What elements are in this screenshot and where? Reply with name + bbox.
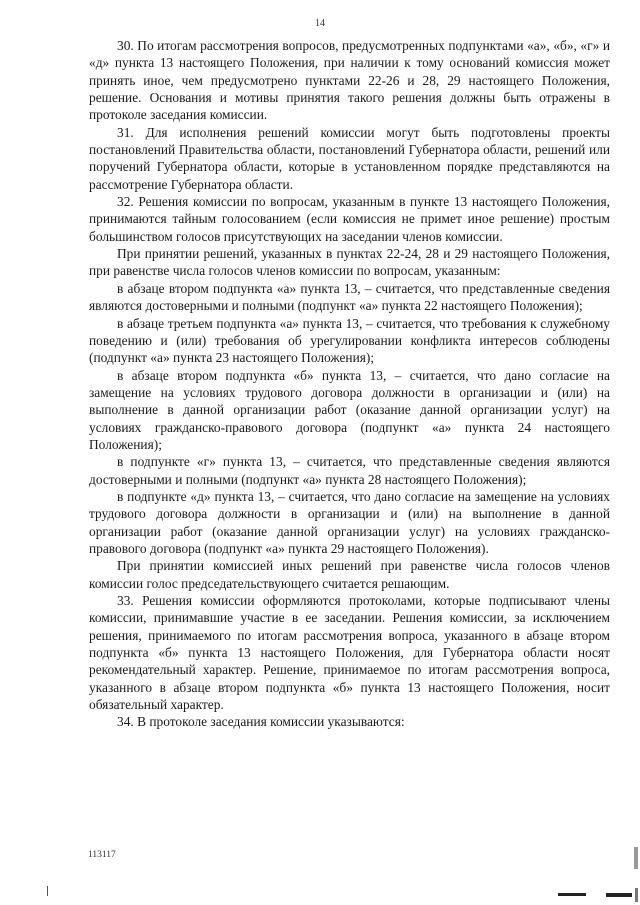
paragraph-31: 31. Для исполнения решений комиссии могут быть подготовлены проекты постановлений Правительства области, постановлений Губернатора области, решений или поручений Губернатора области, которые в установленном порядке представляются на рассмотрение Губернатора области. xyxy=(89,124,610,192)
paragraph-tie-13a-third: в абзаце третьем подпункта «а» пункта 13, – считается, что требования к служебному поведению и (или) требования об урегулировании конфликта интересов соблюдены (подпункт «а» пункта 23 настоящего Положения); xyxy=(89,315,610,366)
scan-edge-mark xyxy=(47,886,48,896)
document-body xyxy=(89,37,610,731)
page-number: 14 xyxy=(315,18,325,29)
scan-edge-mark xyxy=(634,847,638,869)
paragraph-tie-vote-intro: При принятии решений, указанных в пунктах 22-24, 28 и 29 настоящего Положения, при равенстве числа голосов членов комиссии по вопросам, указанным: xyxy=(89,246,610,279)
scan-edge-mark xyxy=(606,893,632,897)
paragraph-34: 34. В протоколе заседания комиссии указываются: xyxy=(117,714,405,730)
paragraph-30: 30. По итогам рассмотрения вопросов, предусмотренных подпунктами «а», «б», «г» и «д» пункта 13 настоящего Положения, при наличии к тому оснований комиссия может принять иное, чем предусмотрено пунктами 22-26 и 28, 29 настоящего Положения, решение. Основания и мотивы принятия такого решения должны быть отражены в протоколе заседания комиссии. xyxy=(89,38,610,123)
paragraph-33: 33. Решения комиссии оформляются протоколами, которые подписывают члены комиссии, принимавшие участие в ее заседании. Решения комиссии, за исключением решения, принимаемого по итогам рассмотрения вопроса, указанного в абзаце втором подпункта «б» пункта 13 настоящего Положения, для Губернатора области носят рекомендательный характер. Решение, принимаемое по итогам рассмотрения вопроса, указанного в абзаце втором подпункта «б» пункта 13 настоящего Положения, носит обязательный характер. xyxy=(89,593,610,713)
paragraph-32: 32. Решения комиссии по вопросам, указанным в пункте 13 настоящего Положения, принимаются тайным голосованием (если комиссия не примет иное решение) простым большинством голосов присутствующих на заседании членов комиссии. xyxy=(89,194,610,244)
scan-edge-mark xyxy=(558,893,586,896)
paragraph-tie-13g: в подпункте «г» пункта 13, – считается, что представленные сведения являются достоверными и полными (подпункт «а» пункта 28 настоящего Положения); xyxy=(89,454,610,487)
paragraph-tie-13a-second: в абзаце втором подпункта «а» пункта 13, – считается, что представленные сведения являются достоверными и полными (подпункт «а» пункта 22 настоящего Положения); xyxy=(89,280,610,314)
scan-edge-mark xyxy=(635,888,638,902)
paragraph-tie-13d: в подпункте «д» пункта 13, – считается, что дано согласие на замещение на условиях трудового договора должности в организации и (или) на выполнение в данной организации работ (оказание данной организации услуг) на условиях гражданско-правового договора (подпункт «а» пункта 29 настоящего Положения). xyxy=(89,488,610,556)
paragraph-tie-13b-second: в абзаце втором подпункта «б» пункта 13, – считается, что дано согласие на замещение на условиях трудового договора должности в организации и (или) на выполнение в данной организации работ (оказание данной организации услуг) на условиях гражданско-правового договора (подпункт «а» пункта 24 настоящего Положения); xyxy=(89,367,610,452)
paragraph-tie-other: При принятии комиссией иных решений при равенстве числа голосов членов комиссии голос председательствующего считается решающим. xyxy=(89,558,610,591)
document-code: 113117 xyxy=(88,850,116,860)
